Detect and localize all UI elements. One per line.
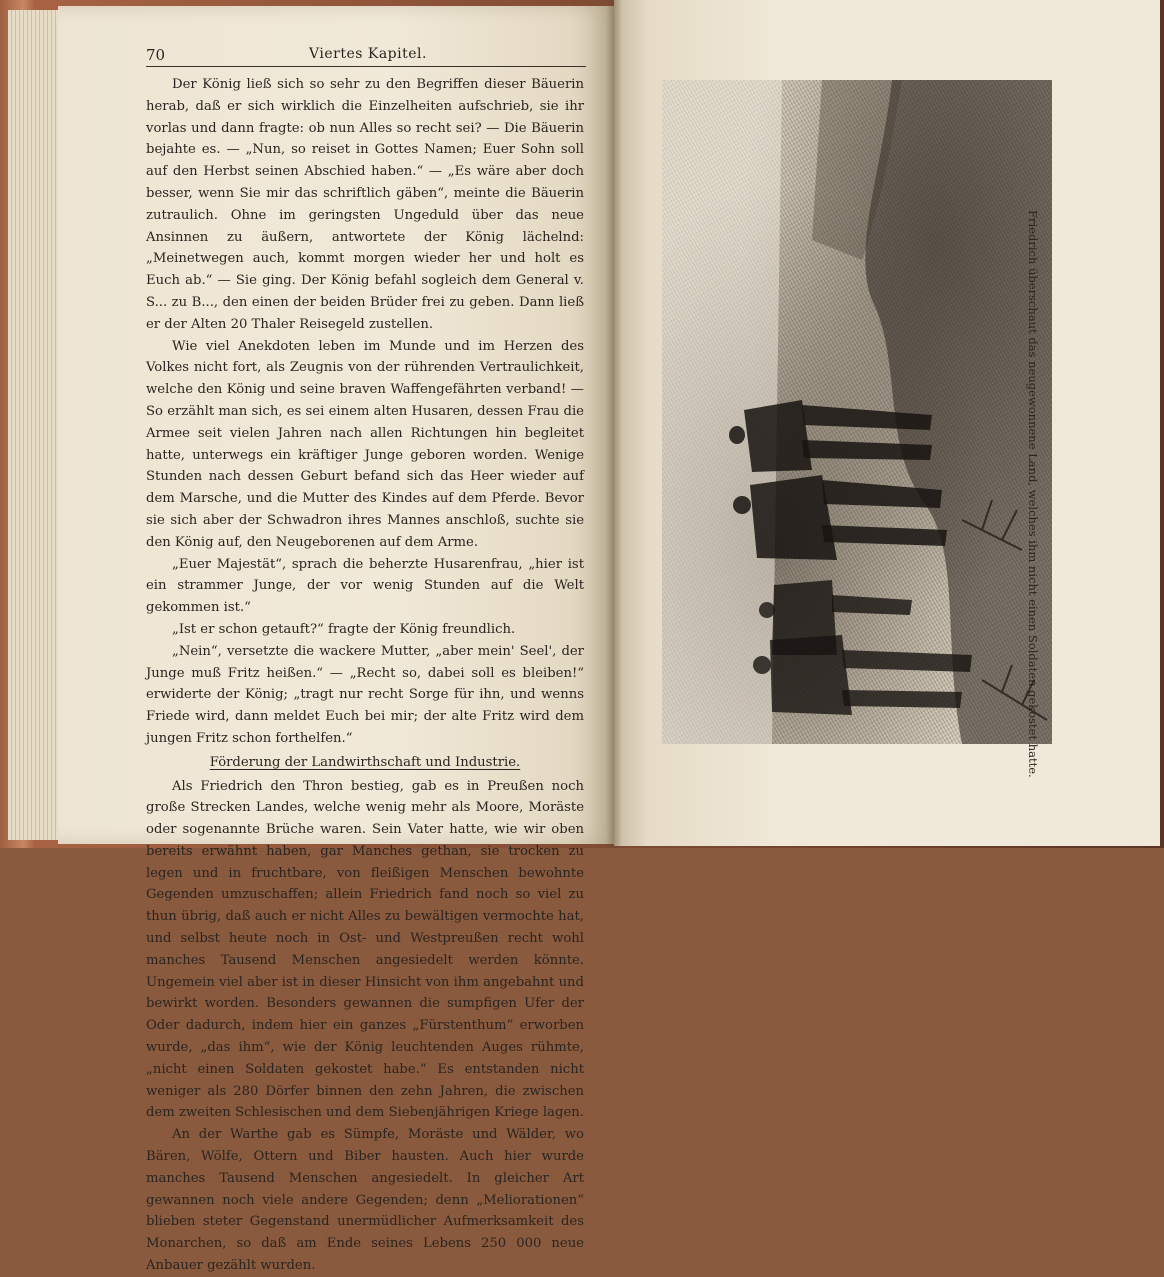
paragraph: Als Friedrich den Thron bestieg, gab es in Preußen noch große Strecken Landes, welche wenig mehr als Moore, Moräste oder sogenannte Brüche waren. Sein Vater hatte, wie wir oben bereits erwähnt haben, gar Manches gethan, sie trocken zu legen und in fruchtbare, von fleißigen Menschen bewohnte Gegenden umzuschaffen; allein Friedrich fand noch so viel zu thun übrig, daß auch er nicht Alles zu bewältigen vermochte hat, und selbst heute noch in Ost- und Westpreußen recht wohl manches Tausend Menschen angesiedelt werden könnte. Ungemein viel aber ist in dieser Hinsicht von ihm angebahnt und bewirkt worden. Besonders gewannen die sumpfigen Ufer der Oder dadurch, indem hier ein ganzes „Fürstenthum“ erworben wurde, „das ihm“, wie der König leuchtenden Auges rühmte, „nicht einen Soldaten gekostet habe.“ Es entstanden nicht weniger als 280 Dörfer binnen den zehn Jahren, die zwischen dem zweiten Schlesischen und dem Siebenjährigen Kriege lagen.	[146, 778, 584, 1121]
paragraph: Wie viel Anekdoten leben im Munde und im Herzen des Volkes nicht fort, als Zeugnis von der rührenden Vertraulichkeit, welche den König und seine braven Waffengefährten verband! — So erzählt man sich, es sei einem alten Husaren, dessen Frau die Armee seit vielen Jahren nach allen Richtungen hin begleitet hatte, unterwegs ein kräftiger Junge geboren worden. Wenige Stunden nach dessen Geburt befand sich das Heer wieder auf dem Marsche, und die Mutter des Kindes auf dem Pferde. Bevor sie sich aber der Schwadron ihres Mannes anschloß, suchte sie den König auf, den Neugeborenen auf dem Arme.	[146, 338, 584, 550]
engraving-drawing	[662, 80, 1052, 744]
paragraph: „Euer Majestät“, sprach die beherzte Husarenfrau, „hier ist ein strammer Junge, der vor wenig Stunden auf die Welt gekommen ist.“	[146, 556, 584, 616]
running-header	[146, 46, 590, 66]
book-gutter	[606, 0, 622, 848]
header-rule	[146, 66, 586, 67]
paragraph: „Nein“, versetzte die wackere Mutter, „aber mein' Seel', der Junge muß Fritz heißen.“ — „Recht so, dabei soll es bleiben!“ erwiderte der König; „tragt nur recht Sorge für ihn, und wenns Friede wird, dann meldet Euch bei mir; der alte Fritz wird dem jungen Fritz schon forthelfen.“	[146, 643, 584, 746]
paragraph: „Ist er schon getauft?“ fragte der König freundlich.	[172, 621, 516, 637]
figure-group-soldiers	[753, 580, 972, 715]
paragraph: An der Warthe gab es Sümpfe, Moräste und Wälder, wo Bären, Wölfe, Ottern und Biber hausten. Auch hier wurde manches Tausend Menschen angesiedelt. In gleicher Art gewannen noch viele andere Gegenden; denn „Meliorationen“ blieben steter Gegenstand unermüdlicher Aufmerksamkeit des Monarchen, so daß am Ende seines Lebens 250 000 neue Anbauer gezählt wurden.	[146, 1127, 584, 1274]
engraving-illustration	[662, 80, 1052, 744]
body-text	[146, 74, 584, 1277]
page-number: 70	[146, 46, 166, 64]
paragraph: Der König ließ sich so sehr zu den Begriffen dieser Bäuerin herab, daß er sich wirklich die Einzelheiten aufschrieb, sie ihr vorlas und dann fragte: ob nun Alles so recht sei? — Die Bäuerin bejahte es. — „Nun, so reiset in Gottes Namen; Euer Sohn soll auf den Herbst seinen Abschied haben.“ — „Es wäre aber doch besser, wenn Sie mir das schriftlich gäben“, meinte die Bäuerin zutraulich. Ohne im geringsten Ungeduld über das neue Ansinnen zu äußern, antwortete der König lächelnd: „Meinetwegen auch, kommt morgen wieder her und holt es Euch ab.“ — Sie ging. Der König befahl sogleich dem General v. S... zu B..., den einen der beiden Brüder frei zu geben. Dann ließ er der Alten 20 Thaler Reisegeld zustellen.	[146, 77, 584, 332]
figure-group-officers	[733, 475, 947, 560]
chapter-title: Viertes Kapitel.	[309, 46, 427, 62]
section-heading: Förderung der Landwirthschaft und Industrie.	[209, 754, 521, 770]
illustration-caption: Friedrich überschaut das neugewonnene Land, welches ihm nicht einen Soldaten gekostet hatte.	[1026, 210, 1040, 778]
